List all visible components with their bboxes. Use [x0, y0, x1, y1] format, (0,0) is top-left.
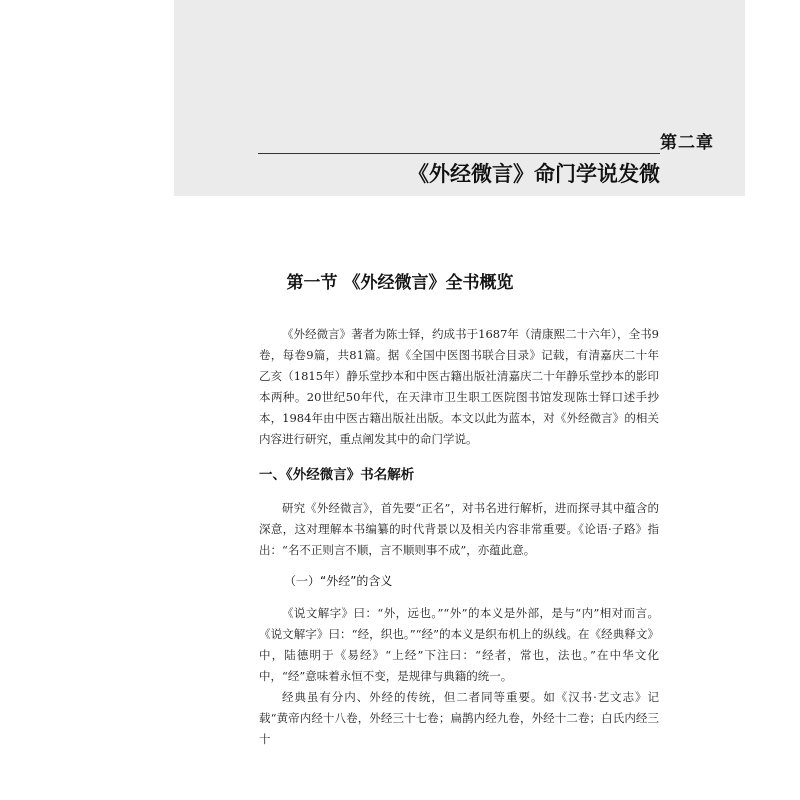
waijing-meaning-paragraphs	[259, 603, 659, 750]
section-title: 第一节 《外经微言》全书概览	[286, 273, 514, 293]
paragraph-text: 《外经微言》著者为陈士铎，约成书于1687年（清康熙二十六年），全书9卷，每卷9篇，共81篇。据《全国中医图书联合目录》记载，有清嘉庆二十年乙亥（1815年）静乐堂抄本和中医古籍出版社清嘉庆二十年静乐堂抄本的影印本两种。20世纪50年代，在天津市卫生职工医院图书馆发现陈士铎口述手抄本，1984年由中医古籍出版社出版。本文以此为蓝本，对《外经微言》的相关内容进行研究，重点阐发其中的命门学说。	[259, 327, 659, 446]
chapter-divider	[258, 153, 660, 154]
chapter-title: 《外经微言》命门学说发微	[408, 162, 660, 186]
chapter-label: 第二章	[660, 133, 714, 153]
name-analysis-paragraph	[259, 498, 659, 561]
intro-paragraph	[259, 324, 659, 450]
sub-subsection-heading: （一）“外经”的含义	[284, 574, 393, 588]
paragraph-text: 《说文解字》曰：“外，远也。”“外”的本义是外部，是与“内”相对而言。《说文解字》曰：“经，织也。”“经”的本义是织布机上的纵线。在《经典释文》中，陆德明于《易经》“上经”下注曰：“经者，常也，法也。”在中华文化中，“经”意味着永恒不变，是规律与典籍的统一。	[259, 606, 659, 683]
paragraph-text: 经典虽有分内、外经的传统，但二者同等重要。如《汉书·艺文志》记载“黄帝内经十八卷，外经三十七卷；扁鹊内经九卷，外经十二卷；白氏内经三十	[259, 690, 659, 746]
paragraph-text: 研究《外经微言》，首先要“正名”，对书名进行解析，进而探寻其中蕴含的深意，这对理解本书编纂的时代背景以及相关内容非常重要。《论语·子路》指出：“名不正则言不顺，言不顺则事不成”，亦蕴此意。	[259, 501, 659, 557]
subsection-heading: 一、《外经微言》书名解析	[259, 467, 415, 483]
